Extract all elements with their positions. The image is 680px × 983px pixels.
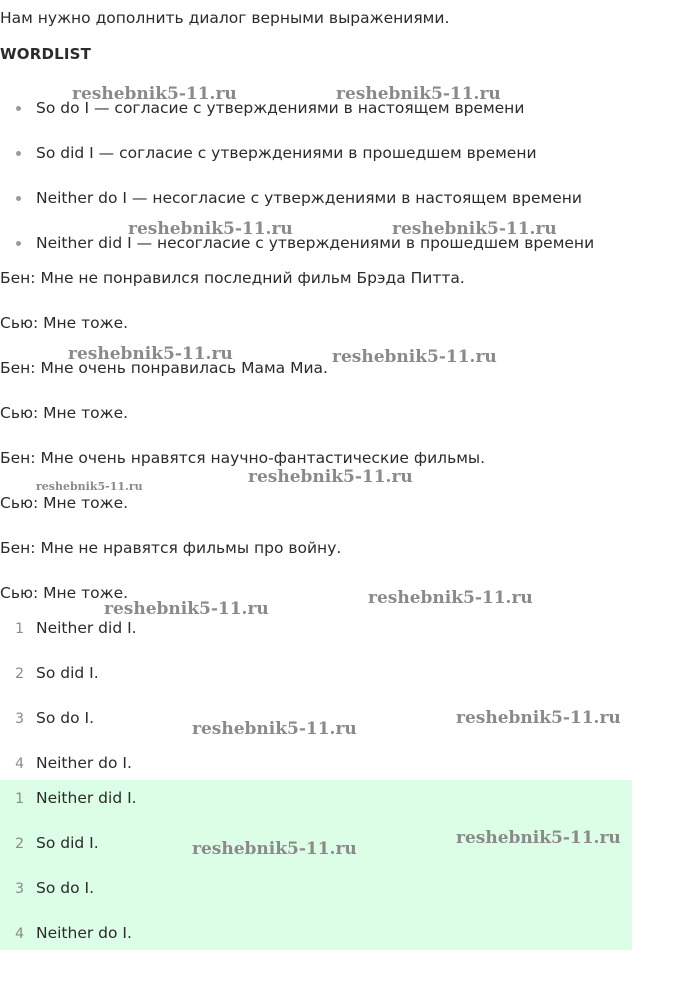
answer-text: Neither do I. [36,924,132,942]
dialogue-line: Бен: Мне не понравился последний фильм Брэда Питта. [0,269,465,287]
dialogue-line: Сью: Мне тоже. [0,584,129,602]
watermark: reshebnik5-11.ru [72,84,237,104]
answer-number: 3 [15,881,24,897]
wordlist-item-text: Neither did I — несогласие с утверждениями в прошедшем времени [36,234,595,252]
answer-text: So did I. [36,834,99,852]
watermark: reshebnik5-11.ru [192,719,357,739]
wordlist-heading: WORDLIST [0,45,92,63]
watermark: reshebnik5-11.ru [456,708,621,728]
dialogue-line: Сью: Мне тоже. [0,314,129,332]
wordlist-item-text: So do I — согласие с утверждениями в настоящем времени [36,99,525,117]
answer-text: So do I. [36,879,94,897]
watermark: reshebnik5-11.ru [368,588,533,608]
watermark: reshebnik5-11.ru [456,828,621,848]
answer-number: 2 [15,836,24,852]
answer-number: 3 [15,711,24,727]
watermark: reshebnik5-11.ru [68,344,233,364]
watermark: reshebnik5-11.ru [332,347,497,367]
wordlist-item-text: Neither do I — несогласие с утверждениями в настоящем времени [36,189,582,207]
watermark: reshebnik5-11.ru [192,839,357,859]
answer-text: Neither do I. [36,754,132,772]
bullet-icon [16,106,21,111]
dialogue-line: Сью: Мне тоже. [0,404,129,422]
dialogue-line: Сью: Мне тоже. [0,494,129,512]
dialogue-line: Бен: Мне не нравятся фильмы про войну. [0,539,342,557]
dialogue-line: Бен: Мне очень понравилась Мама Миа. [0,359,328,377]
answer-number: 1 [15,621,24,637]
answer-text: Neither did I. [36,619,137,637]
watermark: reshebnik5-11.ru [128,219,293,239]
bullet-icon [16,151,21,156]
watermark: reshebnik5-11.ru [104,599,269,619]
watermark: reshebnik5-11.ru [248,467,413,487]
watermark: reshebnik5-11.ru [36,480,143,493]
watermark: reshebnik5-11.ru [392,219,557,239]
answer-number: 4 [15,926,24,942]
answer-number: 1 [15,791,24,807]
answer-number: 2 [15,666,24,682]
wordlist-item-text: So did I — согласие с утверждениями в прошедшем времени [36,144,537,162]
answer-text: Neither did I. [36,789,137,807]
watermark: reshebnik5-11.ru [336,84,501,104]
bullet-icon [16,241,21,246]
answer-text: So did I. [36,664,99,682]
dialogue-line: Бен: Мне очень нравятся научно-фантастические фильмы. [0,449,486,467]
intro-text: Нам нужно дополнить диалог верными выражениями. [0,9,450,27]
answer-number: 4 [15,756,24,772]
bullet-icon [16,196,21,201]
answer-text: So do I. [36,709,94,727]
